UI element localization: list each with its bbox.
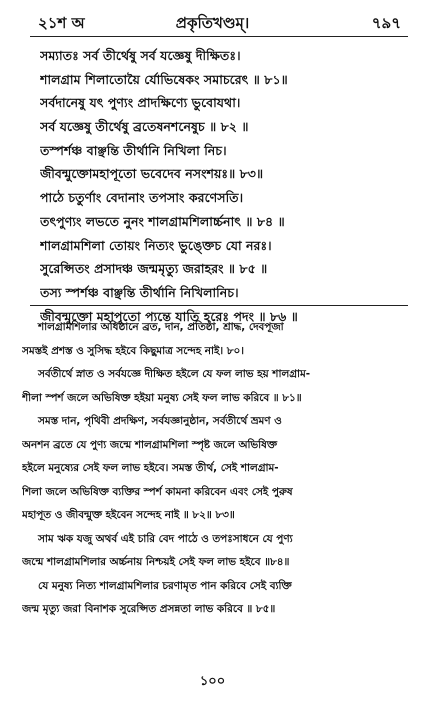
verse-line: জীবন্মুক্তো মহাপূতো প্যন্তে যাতি হরেঃ পদং ॥ ৮৬ ॥ bbox=[40, 308, 298, 324]
verse-line: সর্ব যজ্ঞেষু তীর্থেষু ব্রতেষনশনেষুচ ॥ ৮২ ॥ bbox=[40, 119, 249, 135]
page-number: ৭৯৭ bbox=[371, 14, 401, 32]
commentary-line: সর্বতীর্থে স্নাত ও সর্বযজ্ঞে দীক্ষিত হইলে যে ফল লাভ হয় শালগ্রাম- bbox=[38, 368, 311, 380]
chapter-number: ২১শ অ bbox=[38, 14, 85, 32]
section-title: প্রকৃতিখণ্ডম্। bbox=[175, 14, 250, 32]
commentary-line: সমস্ত দান, পৃথিবী প্রদক্ষিণ, সর্বযজ্ঞানুষ্ঠান, সর্বতীর্থে ভ্রমণ ও bbox=[38, 415, 282, 427]
verse-line: শালগ্রামশিলা তোয়ং নিত্যং ভুঙ্ক্তেচ যো নরঃ। bbox=[40, 237, 272, 253]
verse-line: শালগ্রাম শিলাতোয়ৈ র্যোভিষেকং সমাচরেৎ ॥ ৮১॥ bbox=[40, 71, 288, 87]
commentary-line: শীলা স্পর্শ জলে অভিষিক্ত হইয়া মনুষ্য সেই ফল লাভ করিবে ॥ ৮১॥ bbox=[22, 391, 302, 404]
commentary-line: শিলা জলে অভিষিক্ত ব্যক্তির স্পর্শ কামনা করিবেন এবং সেই পুরুষ bbox=[22, 485, 293, 498]
commentary-line: অনশন ব্রতে যে পুণ্য জন্মে শালগ্রামশিলা স্পৃষ্ট জলে অভিষিক্ত bbox=[22, 438, 277, 451]
header-rule bbox=[30, 36, 408, 37]
verse-line: সুরেপ্সিতং প্রসাদঞ্চ জন্মমৃত্যু জরাহরং ॥ ৮৫ ॥ bbox=[40, 261, 268, 277]
verse-line: জীবন্মুক্তোমহাপূতো ভবেদেব নসংশয়ঃ॥ ৮৩॥ bbox=[40, 166, 264, 182]
commentary-line: সমস্তই প্রশস্ত ও সুসিদ্ধ হইবে কিছুমাত্র সন্দেহ নাই। ৮০। bbox=[22, 344, 244, 357]
verse-line: তৎপুণ্যং লভতে নুনং শালগ্রামশিলার্চ্চনাৎ ॥ ৮৪ ॥ bbox=[40, 213, 285, 229]
commentary-line: জন্ম মৃত্যু জরা বিনাশক সুরেপ্সিত প্রসন্নতা লাভ করিবে ॥ ৮৫॥ bbox=[22, 603, 276, 615]
verse-line: সম্যাতঃ সর্ব তীর্থেষু সর্ব যজ্ঞেষু দীক্ষিতঃ। bbox=[40, 48, 241, 63]
verse-line: পাঠে চতুর্ণাং বেদানাং তপসাং করণেসতি। bbox=[40, 190, 244, 206]
verse-line: সর্বদানেষু যৎ পুণ্যং প্রাদক্ষিণ্যে ভুবোযথা। bbox=[40, 95, 241, 111]
commentary-line: জন্মে শালগ্রামশিলার অর্চ্চনায় নিশ্চয়ই সেই ফল লাভ হইবে ॥৮৪॥ bbox=[22, 556, 290, 568]
section-divider bbox=[30, 305, 408, 306]
bengali-commentary bbox=[22, 316, 412, 622]
signature-mark: ১০০ bbox=[199, 674, 226, 689]
verse-line: তস্য স্পর্শঞ্চ বাঞ্ছন্তি তীর্থানি নিখিলানিচ। bbox=[40, 284, 239, 300]
commentary-line: সাম ঋক যজু অথর্ব এই চারি বেদ পাঠে ও তপঃসাধনে যে পুণ্য bbox=[38, 532, 293, 545]
commentary-line: হইলে মনুষ্যের সেই ফল লাভ হইবে। সমস্ত তীর্থ, সেই শালগ্রাম- bbox=[22, 462, 279, 474]
commentary-line: মহাপূত ও জীবন্মুক্ত হইবেন সন্দেহ নাই ॥ ৮২॥ ৮৩॥ bbox=[22, 509, 235, 521]
verse-line: তস্পর্শঞ্চ বাঞ্ছন্তি তীর্থানি নিখিলা নিচ। bbox=[40, 142, 227, 158]
commentary-line: শালগ্রামশিলার অধিষ্ঠানে ব্রত, দান, প্রতিষ্ঠা, শ্রাদ্ধ, দেবপূজা bbox=[38, 321, 284, 333]
sanskrit-verses bbox=[40, 44, 412, 328]
page-header bbox=[0, 12, 425, 36]
commentary-line: যে মনুষ্য নিত্য শালগ্রামশিলার চরণামৃত পান করিবে সেই ব্যক্তি bbox=[38, 579, 292, 592]
